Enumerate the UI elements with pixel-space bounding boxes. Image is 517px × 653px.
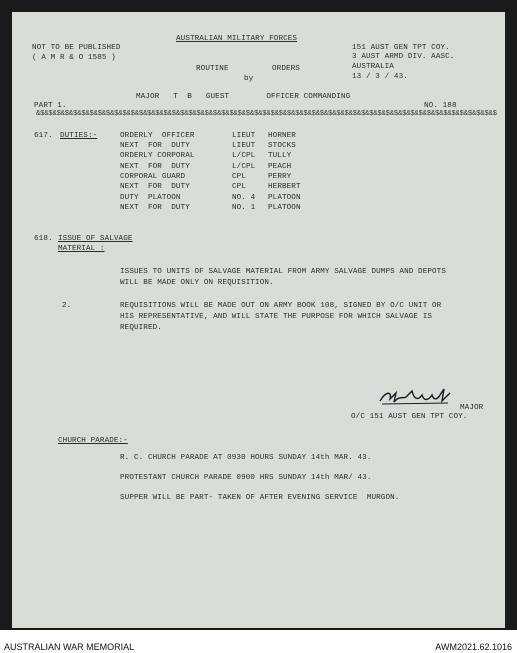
duty-name: TULLY [268, 152, 292, 160]
order-number: NO. 188 [424, 102, 457, 110]
salvage-heading-1: ISSUE OF SALVAGE [58, 235, 133, 243]
orders-label: ORDERS [272, 65, 300, 73]
church-line-3: SUPPER WILL BE PART- TAKEN OF AFTER EVENING SERVICE MURGON. [120, 494, 400, 502]
by-label: by [244, 75, 254, 83]
salvage-heading-2: MATERIAL : [58, 245, 105, 253]
document-title: AUSTRALIAN MILITARY FORCES [176, 35, 298, 43]
duty-name: PLATOON [268, 204, 301, 212]
salvage-para2-line1: REQUISITIONS WILL BE MADE OUT ON ARMY BOOK 108, SIGNED BY O/C UNIT OR [120, 302, 442, 310]
duty-rank: L/CPL [232, 163, 256, 171]
signature-rank: MAJOR [460, 404, 484, 412]
duty-role: NEXT FOR DUTY [120, 163, 190, 171]
archive-footer [0, 630, 517, 653]
duty-role: ORDERLY OFFICER [120, 132, 195, 140]
church-heading: CHURCH PARADE:- [58, 437, 128, 445]
salvage-para2-line2: HIS REPRESENTATIVE, AND WILL STATE THE PURPOSE FOR WHICH SALVAGE IS [120, 313, 433, 321]
duty-role: NEXT FOR DUTY [120, 142, 190, 150]
duty-name: PERRY [268, 173, 292, 181]
duty-rank: CPL [232, 183, 246, 191]
duty-name: PLATOON [268, 194, 301, 202]
duty-role: NEXT FOR DUTY [120, 183, 190, 191]
duties-number: 617. [34, 132, 53, 140]
duty-rank: LIEUT [232, 132, 256, 140]
duty-rank: NO. 1 [232, 204, 256, 212]
routine-label: ROUTINE [196, 65, 229, 73]
signature-unit: O/C 151 AUST GEN TPT COY. [351, 413, 468, 421]
duty-role: CORPORAL GUARD [120, 173, 186, 181]
unit-line-2: 3 AUST ARMD DIV. AASC. [352, 53, 455, 61]
duty-role: DUTY PLATOON [120, 194, 181, 202]
not-published-label: NOT TO BE PUBLISHED [32, 44, 121, 52]
order-date: 13 / 3 / 43. [352, 73, 408, 81]
salvage-para2-number: 2. [62, 302, 72, 310]
duty-rank: NO. 4 [232, 194, 256, 202]
church-line-1: R. C. CHURCH PARADE AT 0930 HOURS SUNDAY 14th MAR. 43. [120, 454, 372, 462]
unit-line-1: 151 AUST GEN TPT COY. [352, 44, 450, 52]
archive-reference: AWM2021.62.1016 [435, 642, 512, 652]
regulation-reference: ( A M R & O 1585 ) [32, 54, 116, 62]
signature-scribble [378, 387, 458, 407]
separator-line: &$&$&$&$&$&$&$&$&$&$&$&$&$&$&$&$&$&$&$&$&$&$&$&$&$&$&$&$&$&$&$&$&$&$&$&$&$&$&$&$&$&$&$&$&$&$&$&$&$&$&$&$&$&$&$&$ [36, 110, 497, 118]
salvage-para1-line2: WILL BE MADE ONLY ON REQUISITION. [120, 279, 274, 287]
salvage-number: 618. [34, 235, 53, 243]
salvage-para2-line3: REQUIRED. [120, 324, 162, 332]
duty-name: STOCKS [268, 142, 296, 150]
duty-rank: L/CPL [232, 152, 256, 160]
part-label: PART 1. [34, 102, 67, 110]
duty-rank: LIEUT [232, 142, 256, 150]
duty-role: NEXT FOR DUTY [120, 204, 190, 212]
handwritten-signature [378, 387, 458, 411]
salvage-para1-line1: ISSUES TO UNITS OF SALVAGE MATERIAL FROM ARMY SALVAGE DUMPS AND DEPOTS [120, 268, 446, 276]
duty-name: HERBERT [268, 183, 301, 191]
duty-rank: CPL [232, 173, 246, 181]
church-line-2: PROTESTANT CHURCH PARADE 0900 HRS SUNDAY 14th MAR/ 43. [120, 474, 372, 482]
duty-name: HORNER [268, 132, 296, 140]
duty-role: ORDERLY CORPORAL [120, 152, 195, 160]
commander-line: MAJOR T B GUEST OFFICER COMMANDING [136, 93, 351, 101]
duty-name: PEACH [268, 163, 292, 171]
duties-heading: DUTIES:- [60, 132, 98, 140]
archive-name: AUSTRALIAN WAR MEMORIAL [4, 642, 135, 652]
unit-line-3: AUSTRALIA [352, 63, 394, 71]
